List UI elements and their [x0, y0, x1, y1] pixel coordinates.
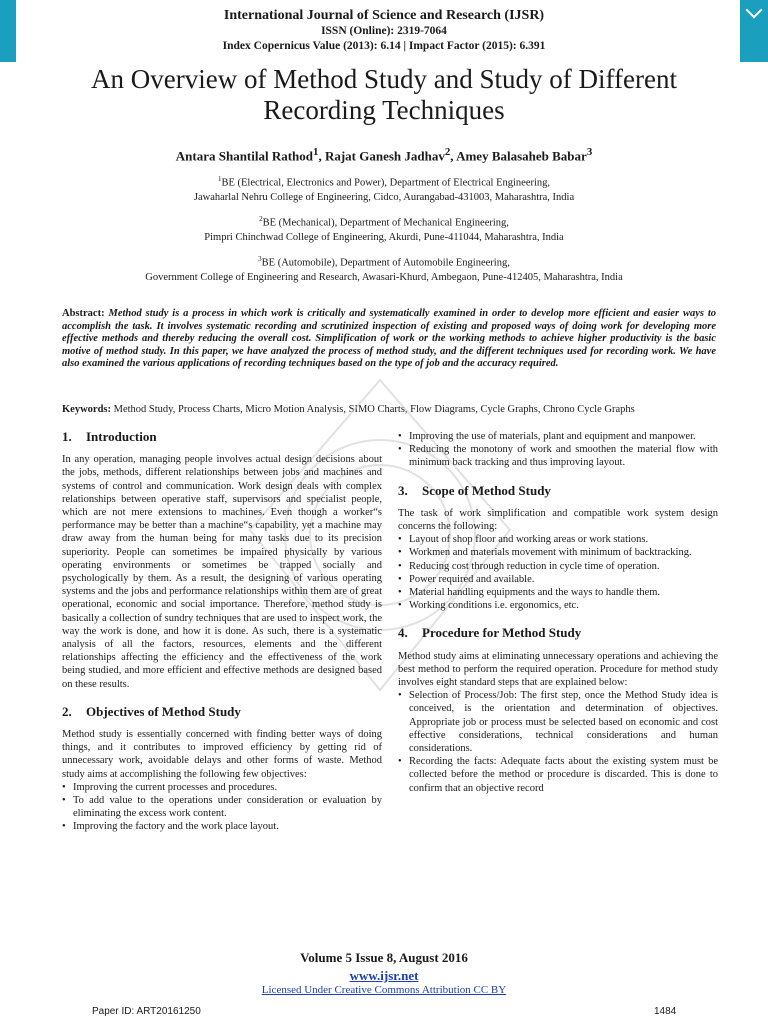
list-item: • Reducing the monotony of work and smoothen the material flow with minimum back tracking and thus improving layout. — [398, 444, 718, 469]
section-paragraph: Method study is essentially concerned with finding better ways of doing things, and it contributes to improved efficiency by getting rid of unnecessary work, avoidable delays and other forms of waste. Method study aims at accomplishing the following few objectives: — [62, 729, 382, 780]
section-heading: 2. Objectives of Method Study — [62, 703, 241, 719]
author-name: Amey Balasaheb Babar — [456, 148, 587, 164]
keywords — [62, 404, 716, 415]
list-item: • Workmen and materials movement with minimum of backtracking. — [398, 547, 692, 559]
column-left — [62, 430, 382, 834]
list-item: • Layout of shop floor and working areas or work stations. — [398, 534, 649, 546]
column-right — [398, 430, 718, 795]
list-item: • Selection of Process/Job: The first step, once the Method Study idea is conceived, is the orientation and determination of objectives. Appropriate job or process must be selected based on economic and cost effective considerations, technical considerations and human considerations. — [398, 690, 718, 755]
list-item: • Material handling equipments and the ways to handle them. — [398, 587, 661, 599]
affiliation: $^1$BE (Electrical, Electronics and Power), Department of Electrical Engineering, Jawaharlal Nehru College of Engineering, Cidco, Aurangabad-431003, Maharashtra, India — [193, 175, 575, 203]
keywords-text: Method Study, Process Charts, Micro Motion Analysis, SIMO Charts, Flow Diagrams, Cycle Graphs, Chrono Cycle Graphs — [113, 404, 635, 415]
section-heading: 4. Procedure for Method Study — [398, 625, 582, 641]
paper-id: Paper ID: ART20161250 — [92, 1006, 201, 1017]
section-heading: 3. Scope of Method Study — [398, 482, 551, 498]
author-name: Rajat Ganesh Jadhav — [324, 148, 445, 164]
list-item: • Reducing cost through reduction in cycle time of operation. — [398, 560, 660, 572]
paper-title: An Overview of Method Study and Study of Different Recording Techniques — [91, 64, 677, 125]
bullet-list — [62, 781, 382, 834]
abstract-label: Abstract: — [62, 308, 105, 319]
page-number: 1484 — [654, 1006, 677, 1017]
section-paragraph: In any operation, managing people involves actual design decisions about the jobs, methods, different relationships between jobs and machines and systems of control and communication. Work design deals with complex relationships between operative staff, supervisors and specialist people, which are not mere extensions to machines. Even though a worker“s performance may be better than a machine“s capability, yet a machine may draw away from the human being for many tasks due to its precision superiority. People can sometimes be impaired physically by various operating environments or sometimes be trapped socially and psychologically by them. As a result, the designing of various operating systems and the jobs and performance relationships within them are of great operational, economic and social importance. Therefore, method study is basically a collection of sundry techniques that are used to inspect work, the way the work is done, and how it is done. As such, there is a systematic analysis of all the factors, resources, elements and the different relationships affecting the efficiency and the effectiveness of the work being studied, and more efficient and effective methods are designed based on these results. — [62, 454, 382, 690]
journal-index: Index Copernicus Value (2013): 6.14 | Impact Factor (2015): 6.391 — [222, 40, 546, 52]
bullet-list — [398, 533, 718, 612]
section-paragraph: Method study aims at eliminating unnecessary operations and achieving the best method to perform the required operation. Procedure for method study involves eight standard steps that are explained below: — [398, 650, 718, 689]
list-item: • Improving the factory and the work place layout. — [62, 821, 279, 833]
list-item: • Improving the use of materials, plant and equipment and manpower. — [398, 431, 696, 442]
keywords-label: Keywords: — [62, 404, 111, 415]
affiliation: $^2$BE (Mechanical), Department of Mechanical Engineering, Pimpri Chinchwad College of Engineering, Akurdi, Pune-411044, Maharashtra, India — [204, 215, 564, 243]
section-paragraph: The task of work simplification and compatible work system design concerns the following: — [398, 507, 718, 533]
volume-info: Volume 5 Issue 8, August 2016 — [300, 950, 468, 965]
bullet-list — [398, 430, 718, 470]
bullet-list — [398, 689, 718, 795]
list-item: • To add value to the operations under consideration or evaluation by eliminating the excess work content. — [62, 795, 382, 820]
journal-name: International Journal of Science and Research (IJSR) — [223, 8, 545, 23]
license-link[interactable]: Licensed Under Creative Commons Attribution CC BY — [261, 984, 507, 996]
website-link[interactable]: www.ijsr.net — [349, 968, 419, 983]
abstract-text: Method study is a process in which work is critically and systematically examined in order to develop more efficient and easier ways to accomplish the task. It involves systematic recording and scrutinized inspection of existing and proposed ways of doing work for developing more effective methods and thereby reducing the overall cost. Simplification of work or the working methods to achieve higher productivity is the basic motive of method study. In this paper, we have analyzed the process of method study, and the different techniques used for recording work. We have also examined the various applications of recording techniques based on the type of job and the accuracy required. — [62, 308, 717, 370]
author-list: Antara Shantilal Rathod$^1$, Rajat Ganesh Jadhav$^2$, Amey Balasaheb Babar$^3$ — [175, 146, 593, 164]
list-item: • Recording the facts: Adequate facts about the existing system must be collected before the method or procedure is discarded. This is done to confirm that an objective record — [398, 756, 718, 794]
author-name: Antara Shantilal Rathod — [175, 148, 314, 164]
journal-issn: ISSN (Online): 2319-7064 — [321, 25, 447, 37]
list-item: • Power required and available. — [398, 573, 535, 585]
abstract — [62, 308, 716, 371]
section-heading: 1. Introduction — [62, 429, 157, 444]
affiliation: $^3$BE (Automobile), Department of Automobile Engineering, Government College of Engineering and Research, Awasari-Khurd, Ambegaon, Pune-412405, Maharashtra, India — [145, 255, 623, 283]
list-item: • Improving the current processes and procedures. — [62, 781, 278, 793]
list-item: • Working conditions i.e. ergonomics, etc. — [398, 600, 579, 612]
